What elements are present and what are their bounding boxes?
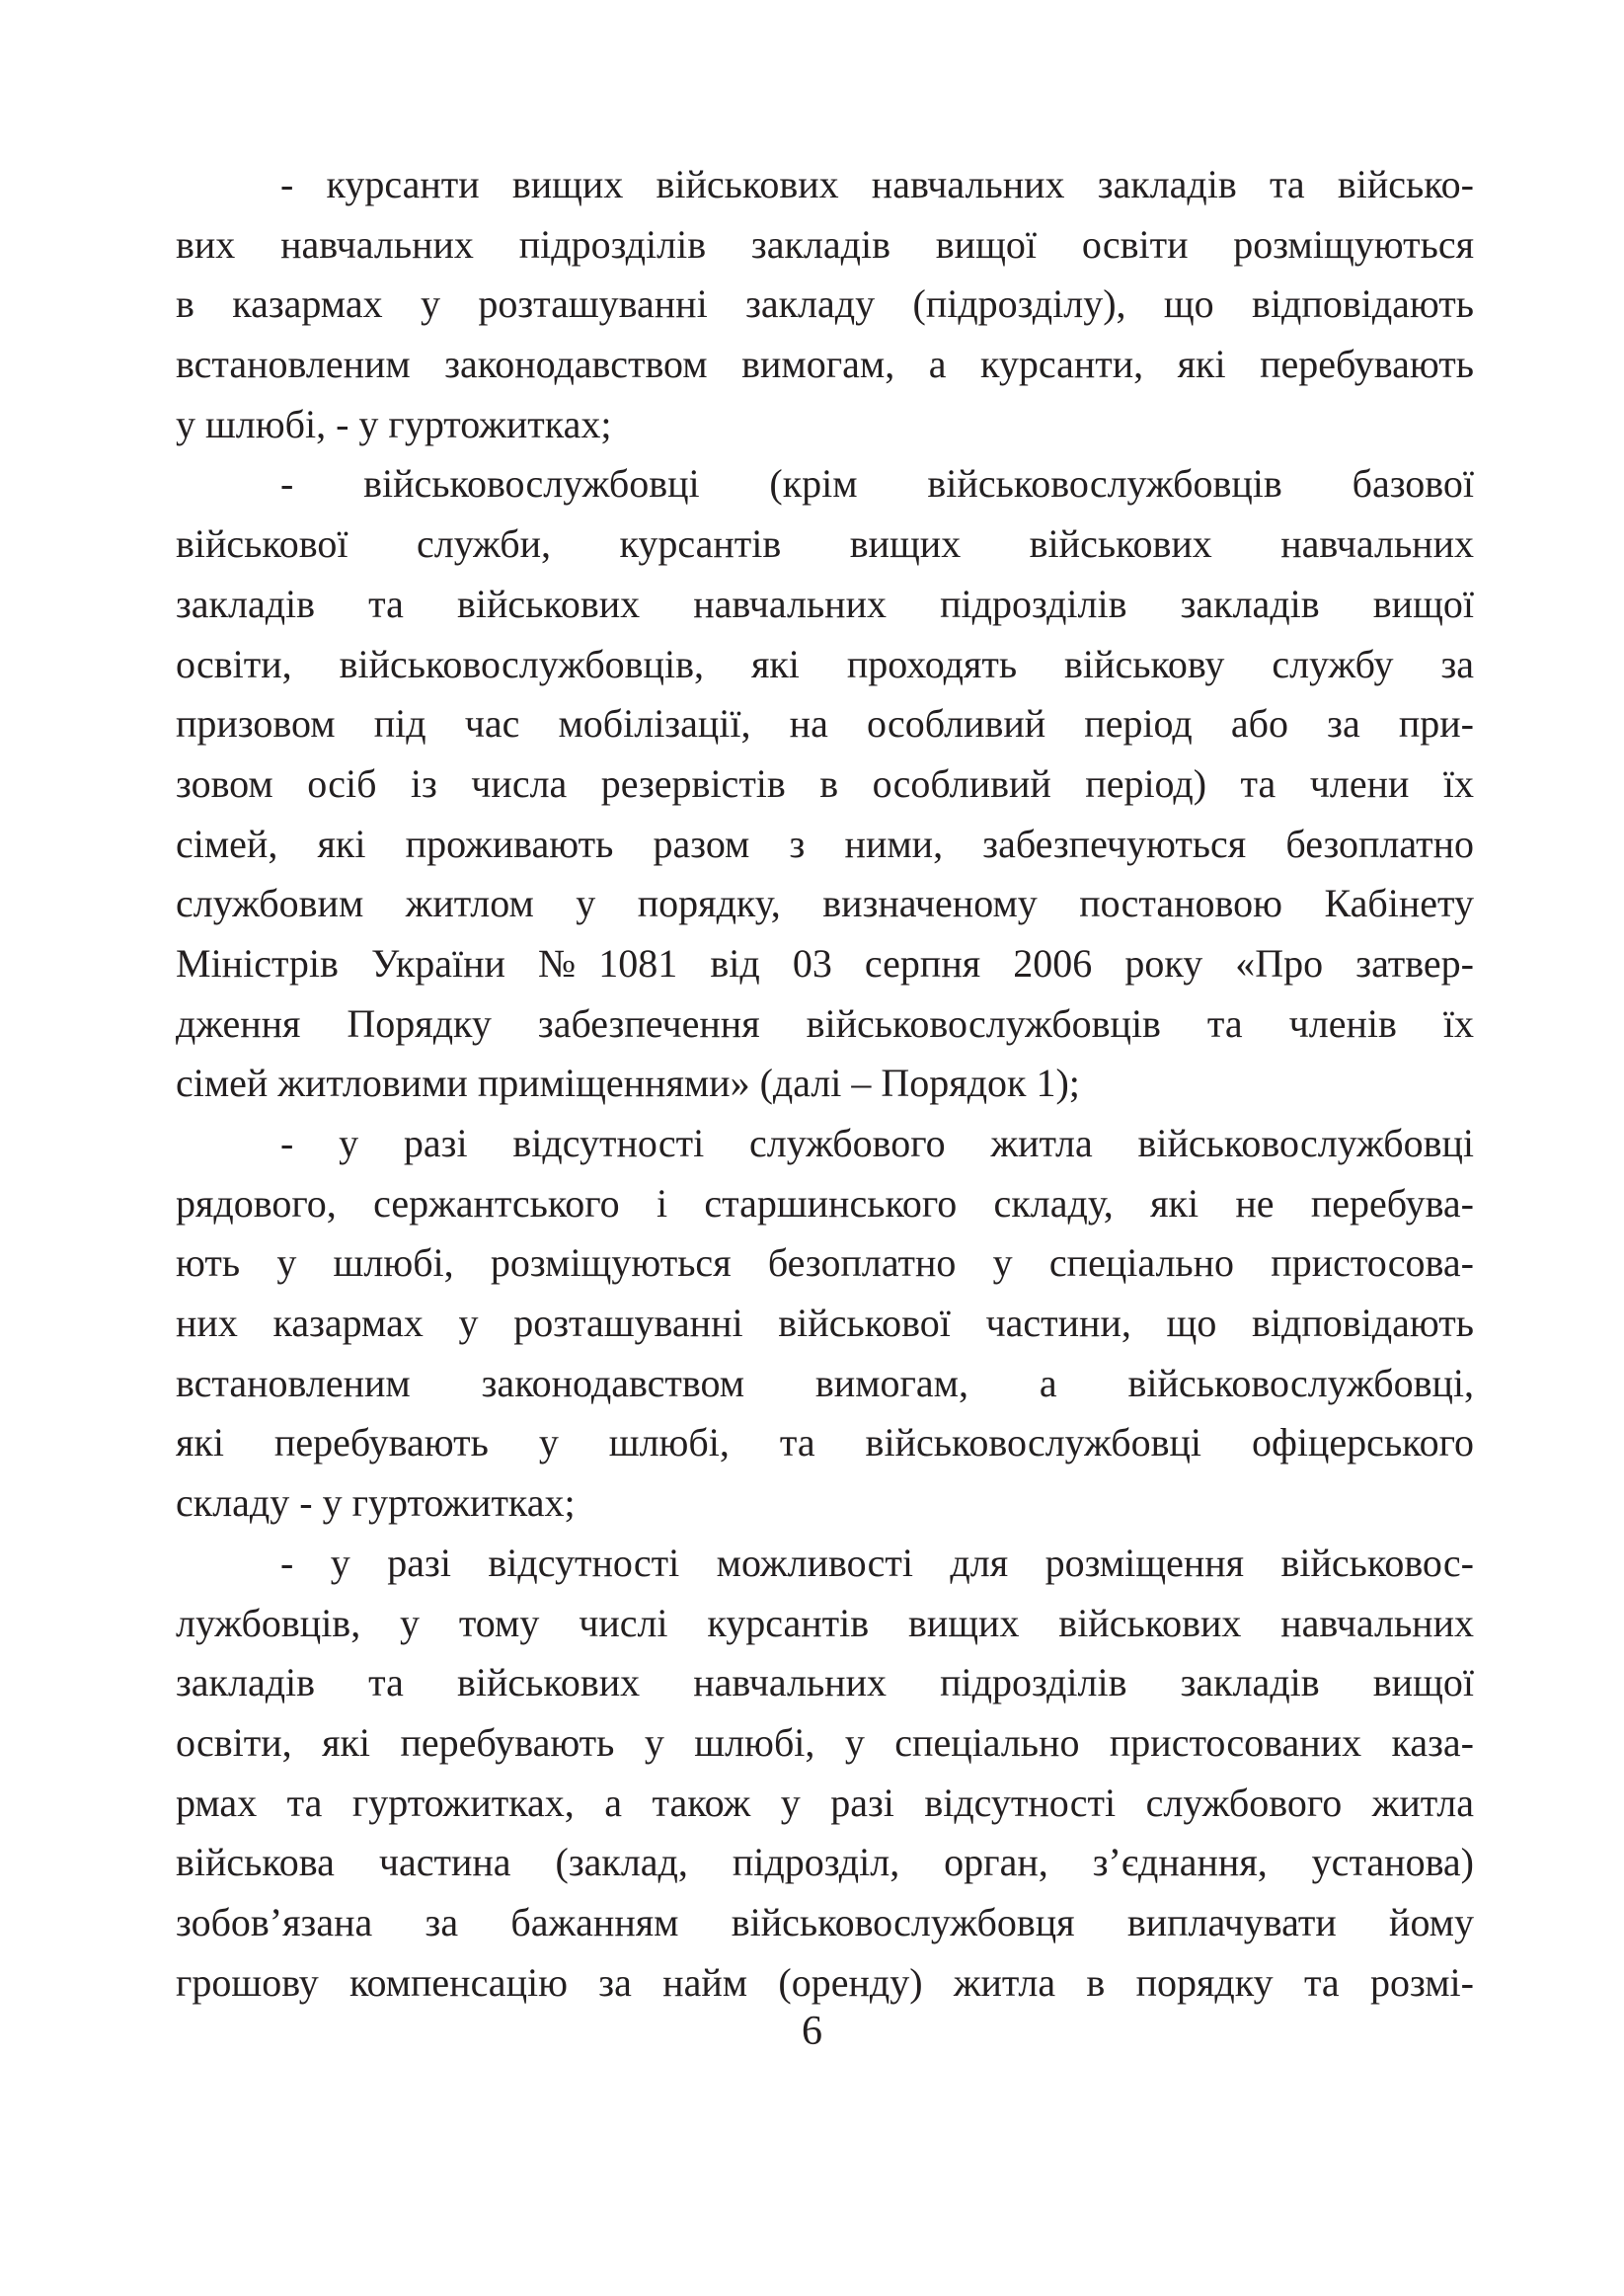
text-line: освіти, військовослужбовців, які проходять військову службу за (176, 641, 1474, 686)
text-line: освіти, які перебувають у шлюбі, у спеціально пристосованих каза- (176, 1719, 1474, 1765)
text-line: грошову компенсацію за найм (оренду) житла в порядку та розмі- (176, 1959, 1474, 2005)
text-line: сімей житловими приміщеннями» (далі – Порядок 1); (176, 1061, 1080, 1106)
text-line: ють у шлюбі, розміщуються безоплатно у спеціально пристосова- (176, 1240, 1474, 1286)
text-line: рмах та гуртожитках, а також у разі відсутності службового житла (176, 1780, 1474, 1825)
text-line: сімей, які проживають разом з ними, забезпечуються безоплатно (176, 821, 1474, 866)
text-line: - військовослужбовці (крім військовослужбовців базової (280, 461, 1474, 507)
text-line: закладів та військових навчальних підрозділів закладів вищої (176, 1660, 1474, 1705)
text-line: встановленим законодавством вимогам, а курсанти, які перебувають (176, 342, 1474, 387)
text-line: встановленим законодавством вимогам, а військовослужбовці, (176, 1360, 1474, 1405)
page-number: 6 (802, 2009, 822, 2054)
text-line: - у разі відсутності можливості для розміщення військовос- (280, 1540, 1474, 1585)
text-line: лужбовців, у тому числі курсантів вищих військових навчальних (176, 1600, 1474, 1645)
text-line: вих навчальних підрозділів закладів вищої освіти розміщуються (176, 221, 1474, 267)
text-line: - курсанти вищих військових навчальних закладів та військо- (280, 162, 1474, 206)
text-line: військова частина (заклад, підрозділ, орган, з’єднання, установа) (176, 1840, 1474, 1885)
text-line: призовом під час мобілізації, на особливий період або за при- (176, 701, 1474, 747)
text-line: Міністрів України №1081 від 03 серпня 2006 року «Про затвер- (176, 940, 1474, 986)
text-line: закладів та військових навчальних підрозділів закладів вищої (176, 581, 1474, 626)
text-line: які перебувають у шлюбі, та військовослужбовці офіцерського (176, 1420, 1474, 1465)
text-line: складу - у гуртожитках; (176, 1480, 576, 1526)
text-line: військової служби, курсантів вищих військових навчальних (176, 521, 1474, 567)
text-line: - у разі відсутності службового житла військовослужбовці (280, 1121, 1474, 1165)
text-line: у шлюбі, - у гуртожитках; (176, 401, 612, 446)
body-text (176, 155, 1474, 2013)
text-line: зобов’язана за бажанням військовослужбовця виплачувати йому (176, 1899, 1474, 1944)
text-line: дження Порядку забезпечення військовослужбовців та членів їх (176, 1000, 1474, 1046)
text-line: в казармах у розташуванні закладу (підрозділу), що відповідають (176, 281, 1474, 327)
text-line: рядового, сержантського і старшинського складу, які не перебува- (176, 1180, 1474, 1226)
text-line: службовим житлом у порядку, визначеному постановою Кабінету (176, 881, 1474, 926)
text-line: зовом осіб із числа резервістів в особливий період) та члени їх (176, 760, 1474, 806)
text-line: них казармах у розташуванні військової частини, що відповідають (176, 1301, 1474, 1346)
